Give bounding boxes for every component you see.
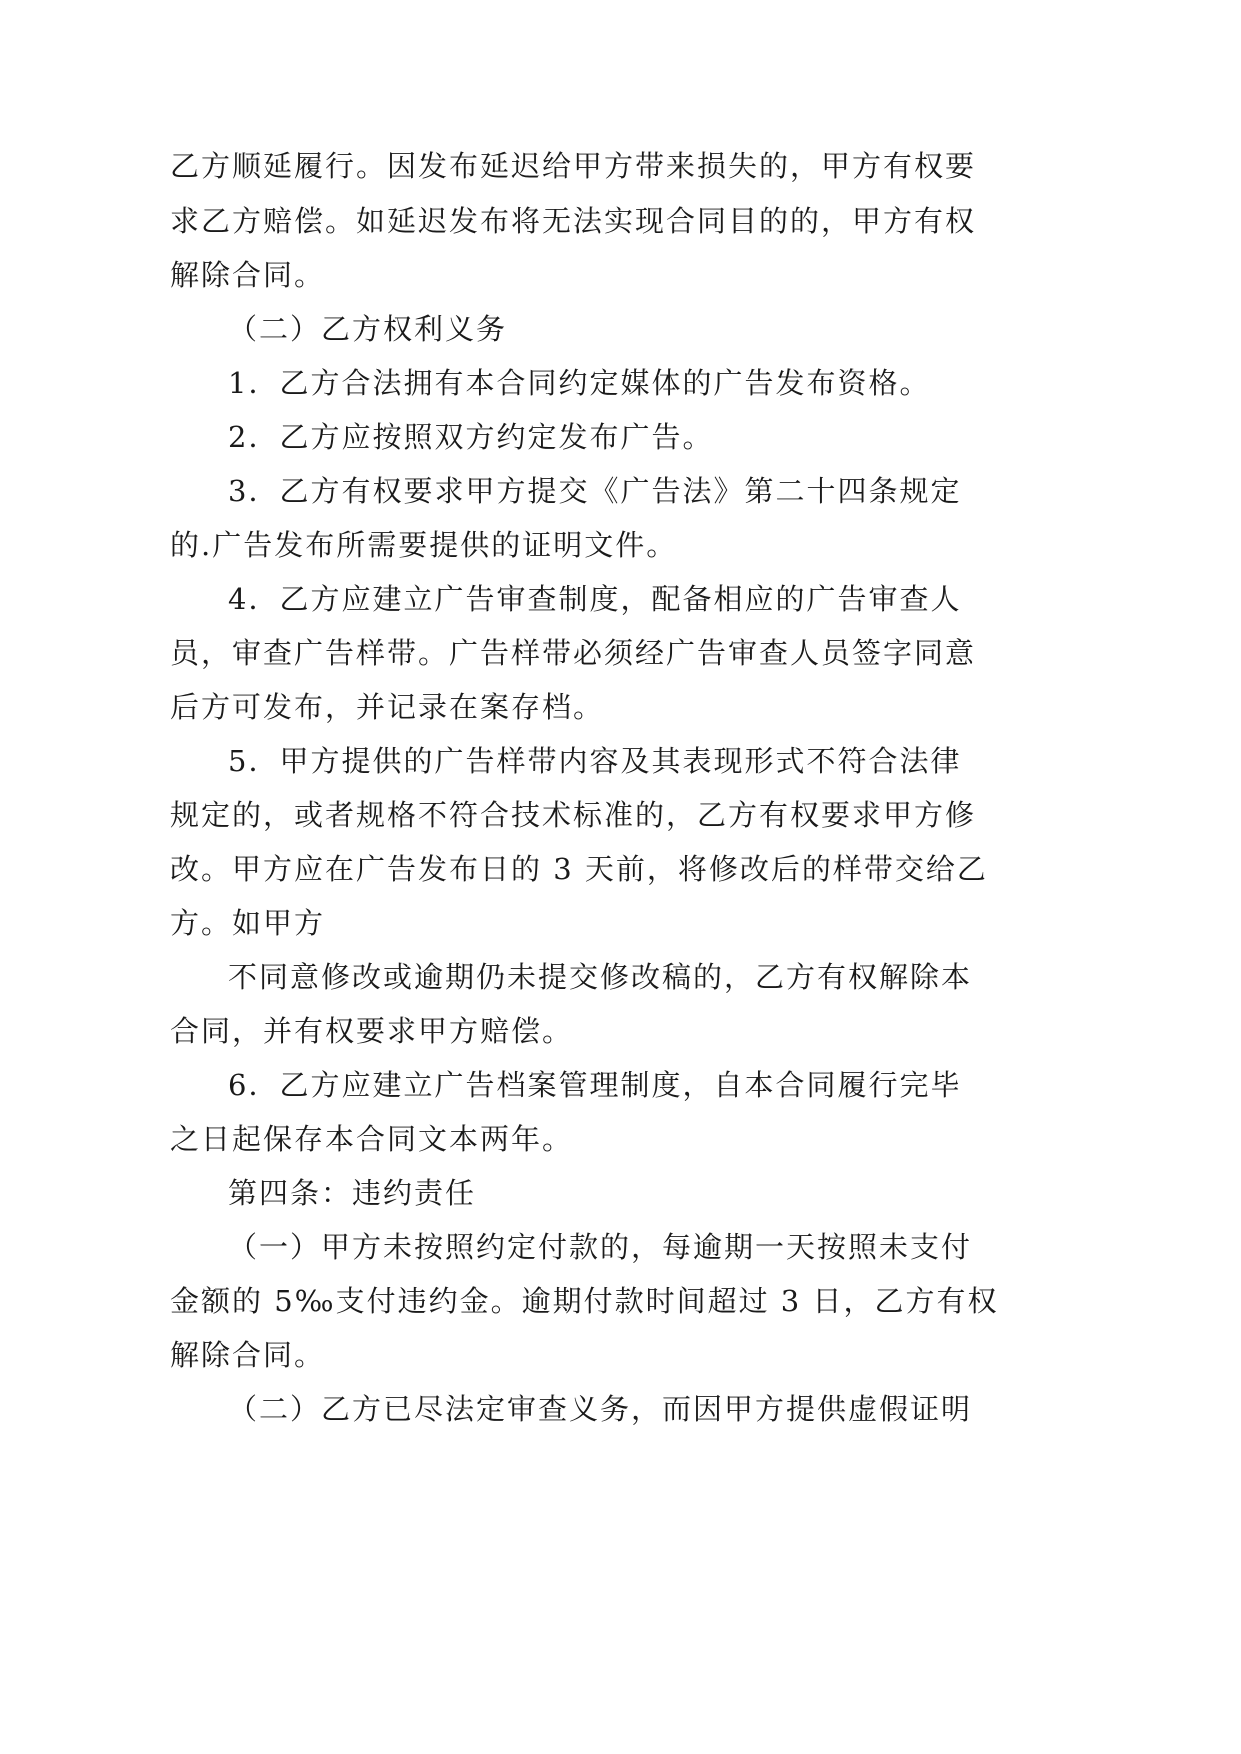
text-line: 求乙方赔偿。如延迟发布将无法实现合同目的的，甲方有权 xyxy=(170,204,977,238)
text-line: 合同，并有权要求甲方赔偿。 xyxy=(170,1014,574,1048)
text-line: 4．乙方应建立广告审查制度，配备相应的广告审查人 xyxy=(228,582,962,616)
text-line: 6．乙方应建立广告档案管理制度，自本合同履行完毕 xyxy=(228,1068,962,1102)
section-heading: （二）乙方权利义务 xyxy=(228,312,508,346)
text-line: （二）乙方已尽法定审查义务，而因甲方提供虚假证明 xyxy=(228,1392,973,1426)
text-line: 5．甲方提供的广告样带内容及其表现形式不符合法律 xyxy=(228,744,962,778)
text-line: 规定的，或者规格不符合技术标准的，乙方有权要求甲方修 xyxy=(170,798,977,832)
text-line: 之日起保存本合同文本两年。 xyxy=(170,1122,574,1156)
text-line: 不同意修改或逾期仍未提交修改稿的，乙方有权解除本 xyxy=(228,960,973,994)
text-line: 乙方顺延履行。因发布延迟给甲方带来损失的，甲方有权要 xyxy=(170,149,977,183)
text-line: 2．乙方应按照双方约定发布广告。 xyxy=(228,420,714,454)
text-line: （一）甲方未按照约定付款的，每逾期一天按照未支付 xyxy=(228,1230,973,1264)
text-line: 方。如甲方 xyxy=(170,906,326,940)
text-line: 解除合同。 xyxy=(170,1338,326,1372)
text-line: 1．乙方合法拥有本合同约定媒体的广告发布资格。 xyxy=(228,366,931,400)
text-line: 金额的 5‰支付违约金。逾期付款时间超过 3 日，乙方有权 xyxy=(170,1284,999,1318)
text-line: 后方可发布，并记录在案存档。 xyxy=(170,690,605,724)
text-line: 3．乙方有权要求甲方提交《广告法》第二十四条规定 xyxy=(228,474,962,508)
text-line: 的.广告发布所需要提供的证明文件。 xyxy=(170,528,678,562)
text-line: 改。甲方应在广告发布日的 3 天前，将修改后的样带交给乙 xyxy=(170,852,988,886)
section-heading: 第四条：违约责任 xyxy=(228,1176,477,1210)
text-line: 解除合同。 xyxy=(170,258,326,292)
text-line: 员，审查广告样带。广告样带必须经广告审查人员签字同意 xyxy=(170,636,977,670)
